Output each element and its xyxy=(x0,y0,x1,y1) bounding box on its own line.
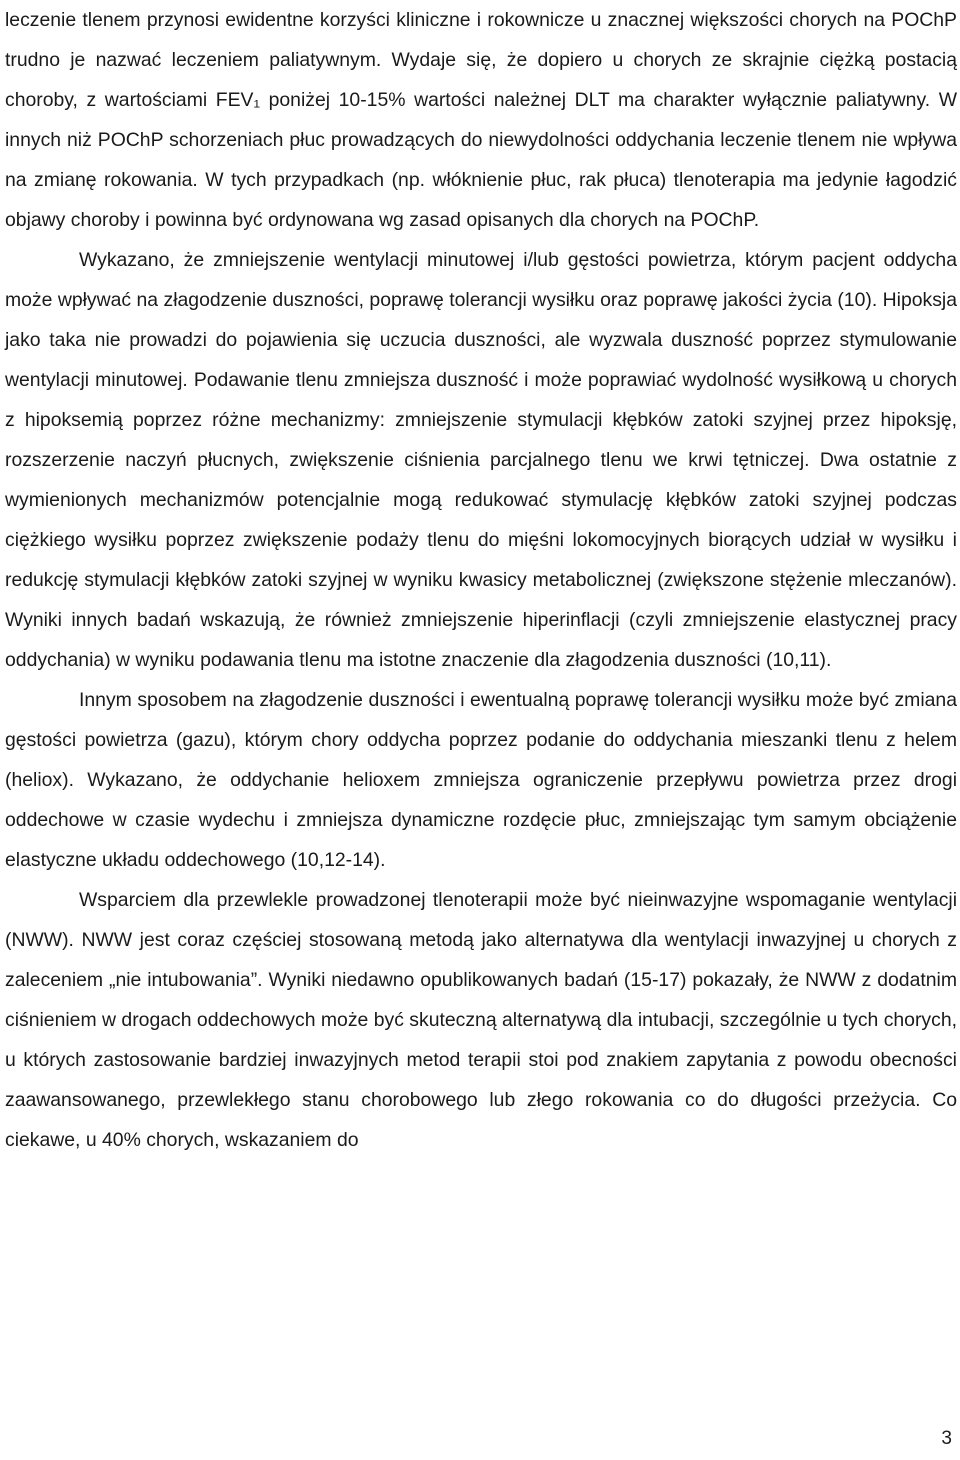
paragraph-hypoxia-dyspnea: Wykazano, że zmniejszenie wentylacji minutowej i/lub gęstości powietrza, którym pacjent oddycha może wpływać na złagodzenie duszności, poprawę tolerancji wysiłku oraz poprawę jakości życia (10). Hipoksja jako taka nie prowadzi do pojawienia się uczucia duszności, ale wyzwala duszność poprzez stymulowanie wentylacji minutowej. Podawanie tlenu zmniejsza duszność i może poprawiać wydolność wysiłkową u chorych z hipoksemią poprzez różne mechanizmy: zmniejszenie stymulacji kłębków zatoki szyjnej przez hipoksję, rozszerzenie naczyń płucnych, zwiększenie ciśnienia parcjalnego tlenu we krwi tętniczej. Dwa ostatnie z wymienionych mechanizmów potencjalnie mogą redukować stymulację kłębków zatoki szyjnej podczas ciężkiego wysiłku poprzez zwiększenie podaży tlenu do mięśni lokomocyjnych biorących udział w wysiłku i redukcję stymulacji kłębków zatoki szyjnej w wyniku kwasicy metabolicznej (zwiększone stężenie mleczanów). Wyniki innych badań wskazują, że również zmniejszenie hiperinflacji (czyli zmniejszenie elastycznej pracy oddychania) w wyniku podawania tlenu ma istotne znaczenie dla złagodzenia duszności (10,11). xyxy=(5,249,957,671)
paragraph-heliox: Innym sposobem na złagodzenie duszności i ewentualną poprawę tolerancji wysiłku może być zmiana gęstości powietrza (gazu), którym chory oddycha poprzez podanie do oddychania mieszanki tlenu z helem (heliox). Wykazano, że oddychanie helioxem zmniejsza ograniczenie przepływu powietrza przez drogi oddechowe w czasie wydechu i zmniejsza dynamiczne rozdęcie płuc, zmniejszając tym samym obciążenie elastyczne układu oddechowego (10,12-14). xyxy=(5,689,957,871)
paragraph-continuation: leczenie tlenem przynosi ewidentne korzyści kliniczne i rokownicze u znacznej większości chorych na POChP trudno je nazwać leczeniem paliatywnym. Wydaje się, że dopiero u chorych ze skrajnie ciężką postacią choroby, z wartościami FEV₁ poniżej 10-15% wartości należnej DLT ma charakter wyłącznie paliatywny. W innych niż POChP schorzeniach płuc prowadzących do niewydolności oddychania leczenie tlenem nie wpływa na zmianę rokowania. W tych przypadkach (np. włóknienie płuc, rak płuca) tlenoterapia ma jedynie łagodzić objawy choroby i powinna być ordynowana wg zasad opisanych dla chorych na POChP. xyxy=(5,9,957,231)
page-number: 3 xyxy=(941,1428,952,1449)
paragraph-nww: Wsparciem dla przewlekle prowadzonej tlenoterapii może być nieinwazyjne wspomaganie wentylacji (NWW). NWW jest coraz częściej stosowaną metodą jako alternatywa dla wentylacji inwazyjnej u chorych z zaleceniem „nie intubowania”. Wyniki niedawno opublikowanych badań (15-17) pokazały, że NWW z dodatnim ciśnieniem w drogach oddechowych może być skuteczną alternatywą dla intubacji, szczególnie u tych chorych, u których zastosowanie bardziej inwazyjnych metod terapii stoi pod znakiem zapytania z powodu obecności zaawansowanego, przewlekłego stanu chorobowego lub złego rokowania co do długości przeżycia. Co ciekawe, u 40% chorych, wskazaniem do xyxy=(5,889,957,1151)
document-page xyxy=(5,0,957,1160)
